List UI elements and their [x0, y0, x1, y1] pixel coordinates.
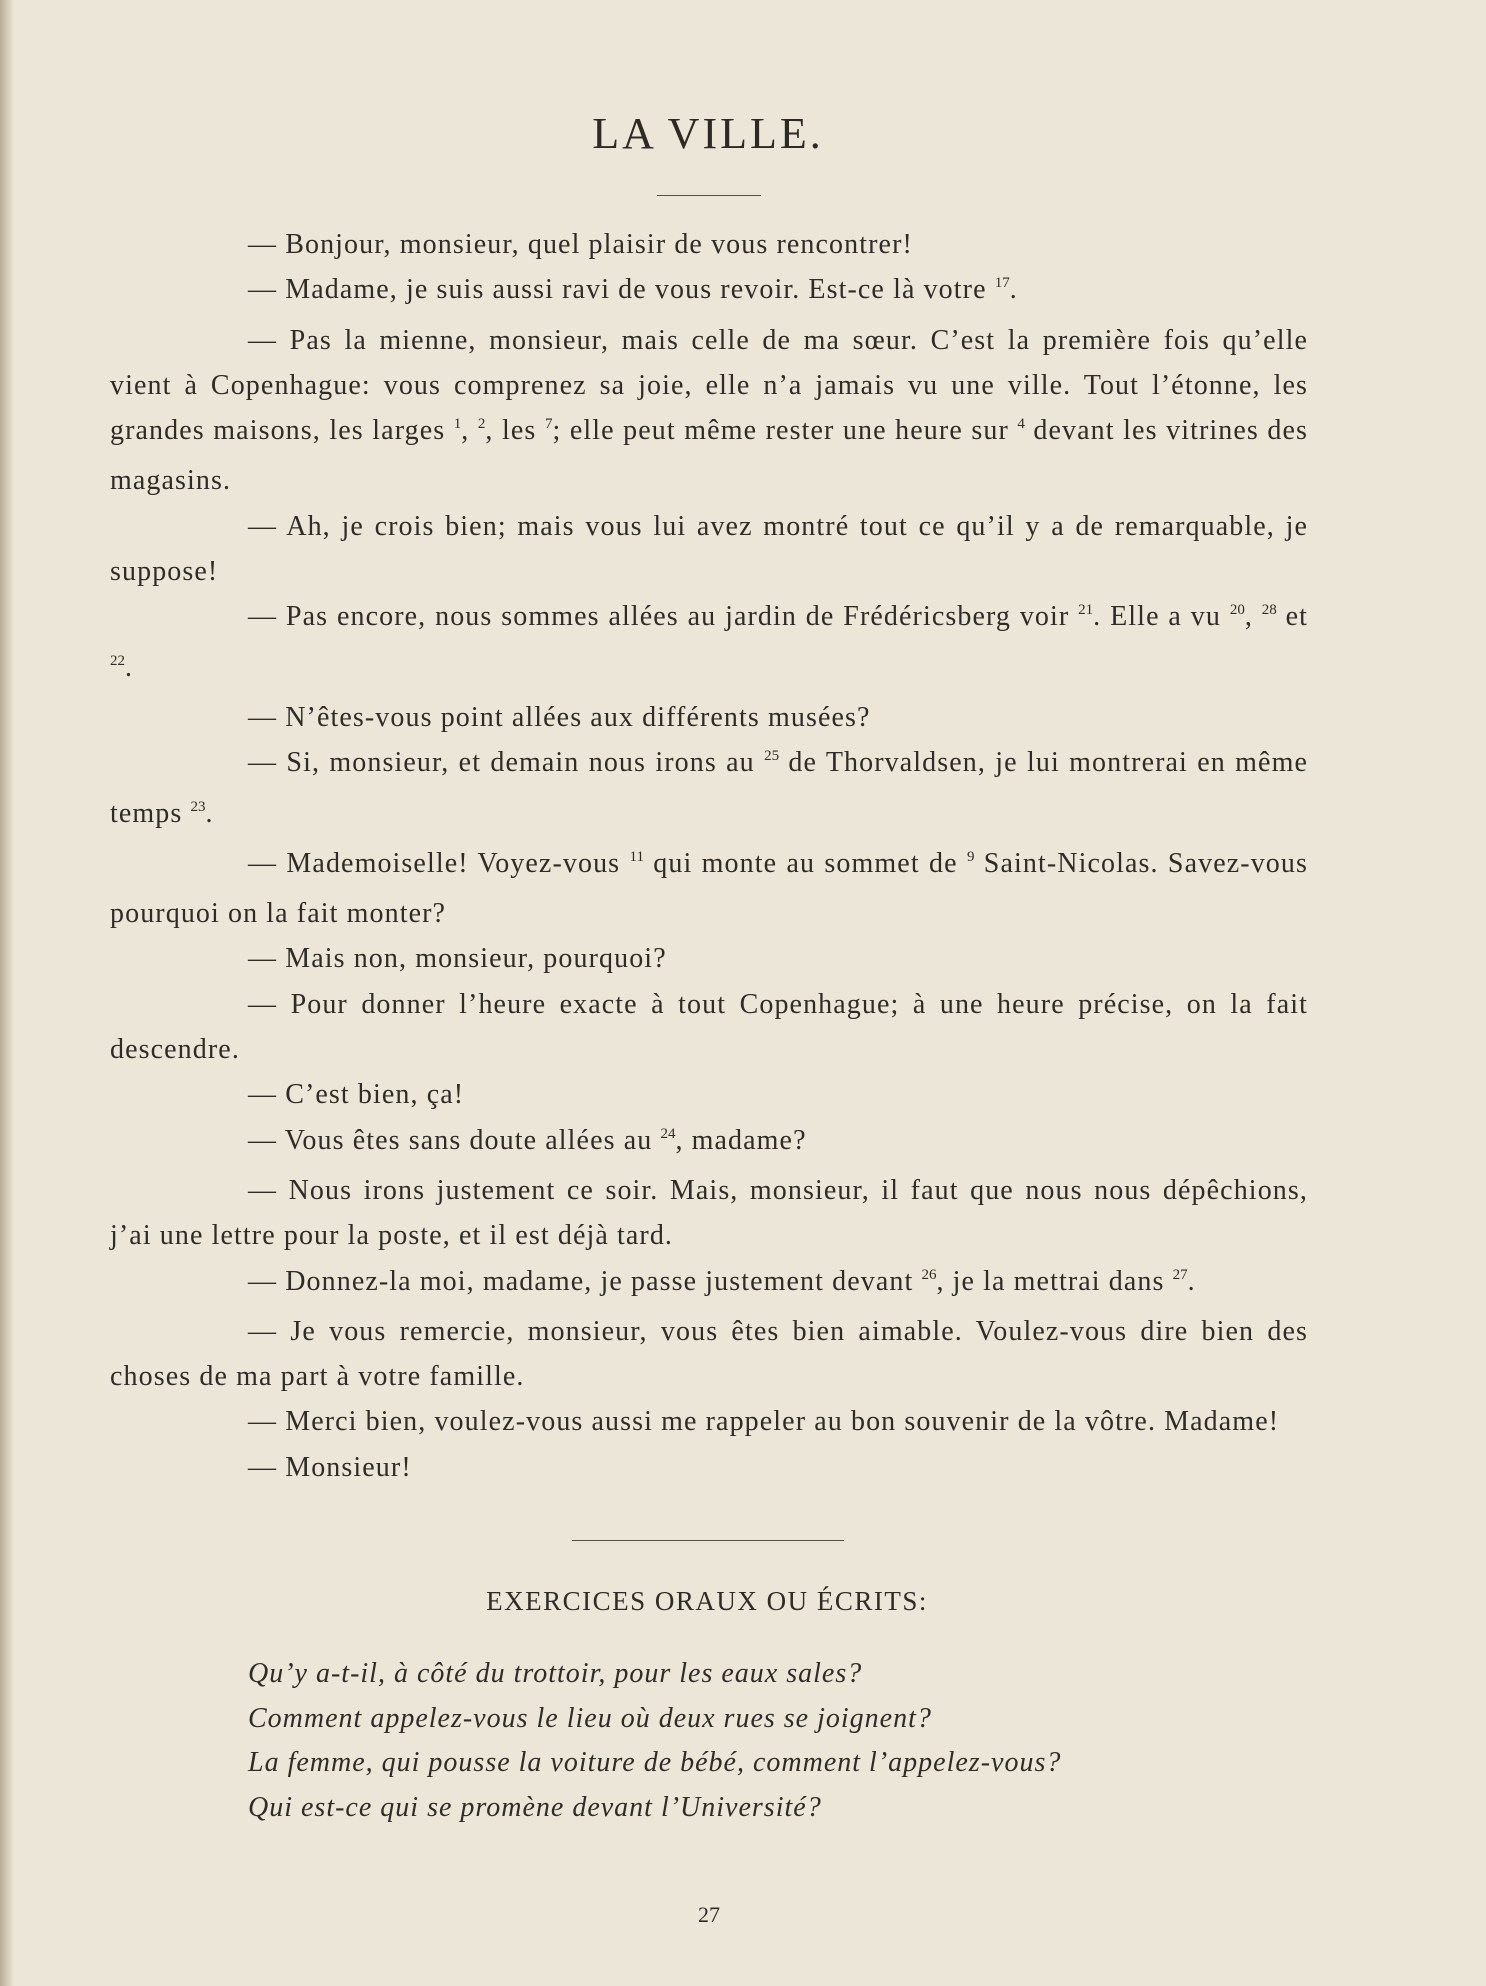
dialogue-paragraph — [110, 222, 1308, 267]
reference-number: 26 — [921, 1266, 937, 1283]
dialogue-text-run: qui monte au sommet de — [643, 847, 967, 879]
exercise-question: Qui est-ce qui se promène devant l’Université? — [248, 1791, 822, 1823]
dialogue-text-run: — Si, monsieur, et demain nous irons au — [248, 747, 765, 779]
exercise-question: Comment appelez-vous le lieu où deux rues se joignent? — [248, 1702, 932, 1734]
dialogue-text-run: . — [125, 651, 134, 683]
dialogue-paragraph — [110, 1168, 1308, 1259]
dialogue-paragraph — [110, 1445, 1308, 1490]
dialogue-text-run: , madame? — [675, 1124, 807, 1156]
dialogue-paragraph — [110, 594, 1308, 695]
dialogue-paragraph — [110, 1118, 1308, 1168]
reference-number: 28 — [1261, 602, 1277, 619]
page-binding-edge — [0, 0, 14, 1986]
dialogue-paragraph — [110, 1072, 1308, 1117]
dialogue-text-run: . — [1009, 274, 1018, 306]
dialogue-paragraph — [110, 504, 1308, 595]
title-divider — [657, 195, 761, 196]
dialogue-paragraph — [110, 1309, 1308, 1400]
exercise-question: Qu’y a-t-il, à côté du trottoir, pour les eaux sales? — [248, 1658, 863, 1689]
reference-number: 25 — [764, 748, 780, 765]
exercise-question: La femme, qui pousse la voiture de bébé, comment l’appelez-vous? — [248, 1747, 1062, 1778]
dialogue-paragraph — [110, 740, 1308, 841]
reference-number: 7 — [544, 416, 553, 433]
dialogue-text-run: — Je vous remercie, monsieur, vous êtes bien aimable. Voulez-vous dire bien des choses de ma part à votre famille. — [110, 1315, 1308, 1393]
reference-number: 1 — [453, 416, 462, 433]
dialogue-text-run: Saint-Nicolas. Savez-vous pourquoi on la fait monter? — [110, 847, 1309, 930]
dialogue-text-run: de Thorvaldsen, je lui montrerai en même temps — [110, 747, 1308, 829]
dialogue-text-run: — Pour donner l’heure exacte à tout Copenhague; à une heure précise, on la fait descendre. — [110, 988, 1308, 1066]
exercises-heading: EXERCICES ORAUX OU ÉCRITS: — [486, 1586, 928, 1616]
dialogue-text-run: — C’est bien, ça! — [248, 1079, 465, 1111]
dialogue-text-run: . — [205, 797, 214, 829]
dialogue-text-run: — Merci bien, voulez-vous aussi me rappeler au bon souvenir de la vôtre. Madame! — [248, 1406, 1280, 1438]
dialogue-text-run: , les — [485, 415, 545, 447]
chapter-title: LA VILLE. — [592, 109, 824, 158]
dialogue-paragraph — [110, 841, 1308, 937]
dialogue-text-run: devant les vitrines des magasins. — [110, 415, 1309, 497]
dialogue-text-run: — Pas encore, nous sommes allées au jardin de Frédéricsberg voir — [248, 601, 1079, 633]
dialogue-text — [110, 222, 1308, 1490]
dialogue-text-run: . Elle a vu — [1093, 601, 1230, 633]
dialogue-text-run: — Mademoiselle! Voyez-vous — [248, 847, 630, 879]
dialogue-text-run: — Vous êtes sans doute allées au — [248, 1124, 661, 1156]
dialogue-text-run: — Mais non, monsieur, pourquoi? — [248, 943, 667, 975]
reference-number: 11 — [629, 848, 644, 865]
reference-number: 2 — [477, 416, 486, 433]
reference-number: 22 — [110, 652, 125, 669]
dialogue-paragraph — [110, 982, 1308, 1073]
dialogue-paragraph — [110, 695, 1308, 740]
dialogue-text-run: et — [1276, 601, 1309, 633]
section-divider — [572, 1540, 844, 1541]
reference-number: 27 — [1172, 1266, 1188, 1283]
dialogue-text-run: — Madame, je suis aussi ravi de vous revoir. Est-ce là votre — [248, 274, 995, 306]
reference-number: 4 — [1017, 416, 1025, 433]
dialogue-paragraph — [110, 936, 1308, 981]
dialogue-text-run: ; elle peut même rester une heure sur — [552, 415, 1018, 447]
dialogue-text-run: . — [1187, 1265, 1196, 1297]
page-number: 27 — [698, 1902, 720, 1927]
reference-number: 17 — [994, 275, 1010, 292]
dialogue-text-run: — Pas la mienne, monsieur, mais celle de ma sœur. C’est la première fois qu’elle vient à Copenhague: vous comprenez sa joie, elle n’a jamais vu une ville. Tout l’étonne, les grandes maisons, les larges — [110, 324, 1308, 447]
dialogue-text-run: — Donnez-la moi, madame, je passe justement devant — [248, 1265, 922, 1297]
exercise-questions — [248, 1652, 1248, 1830]
dialogue-text-run: — Nous irons justement ce soir. Mais, monsieur, il faut que nous nous dépêchions, j’ai une lettre pour la poste, et il est déjà tard. — [110, 1174, 1308, 1252]
dialogue-text-run: , — [1244, 601, 1262, 633]
dialogue-text-run: — Bonjour, monsieur, quel plaisir de vous rencontrer! — [248, 229, 913, 260]
dialogue-text-run: , je la mettrai dans — [936, 1265, 1173, 1297]
reference-number: 21 — [1078, 602, 1094, 619]
dialogue-text-run: — Monsieur! — [248, 1451, 412, 1483]
dialogue-paragraph — [110, 1259, 1308, 1309]
dialogue-text-run: , — [461, 415, 478, 447]
reference-number: 24 — [660, 1125, 676, 1142]
reference-number: 9 — [966, 848, 975, 865]
dialogue-paragraph — [110, 1399, 1308, 1444]
dialogue-text-run: — Ah, je crois bien; mais vous lui avez montré tout ce qu’il y a de remarquable, je suppose! — [110, 510, 1308, 588]
reference-number: 23 — [190, 798, 206, 815]
dialogue-paragraph — [110, 318, 1308, 504]
dialogue-paragraph — [110, 267, 1308, 317]
dialogue-text-run: — N’êtes-vous point allées aux différents musées? — [248, 701, 871, 733]
reference-number: 20 — [1229, 602, 1245, 619]
